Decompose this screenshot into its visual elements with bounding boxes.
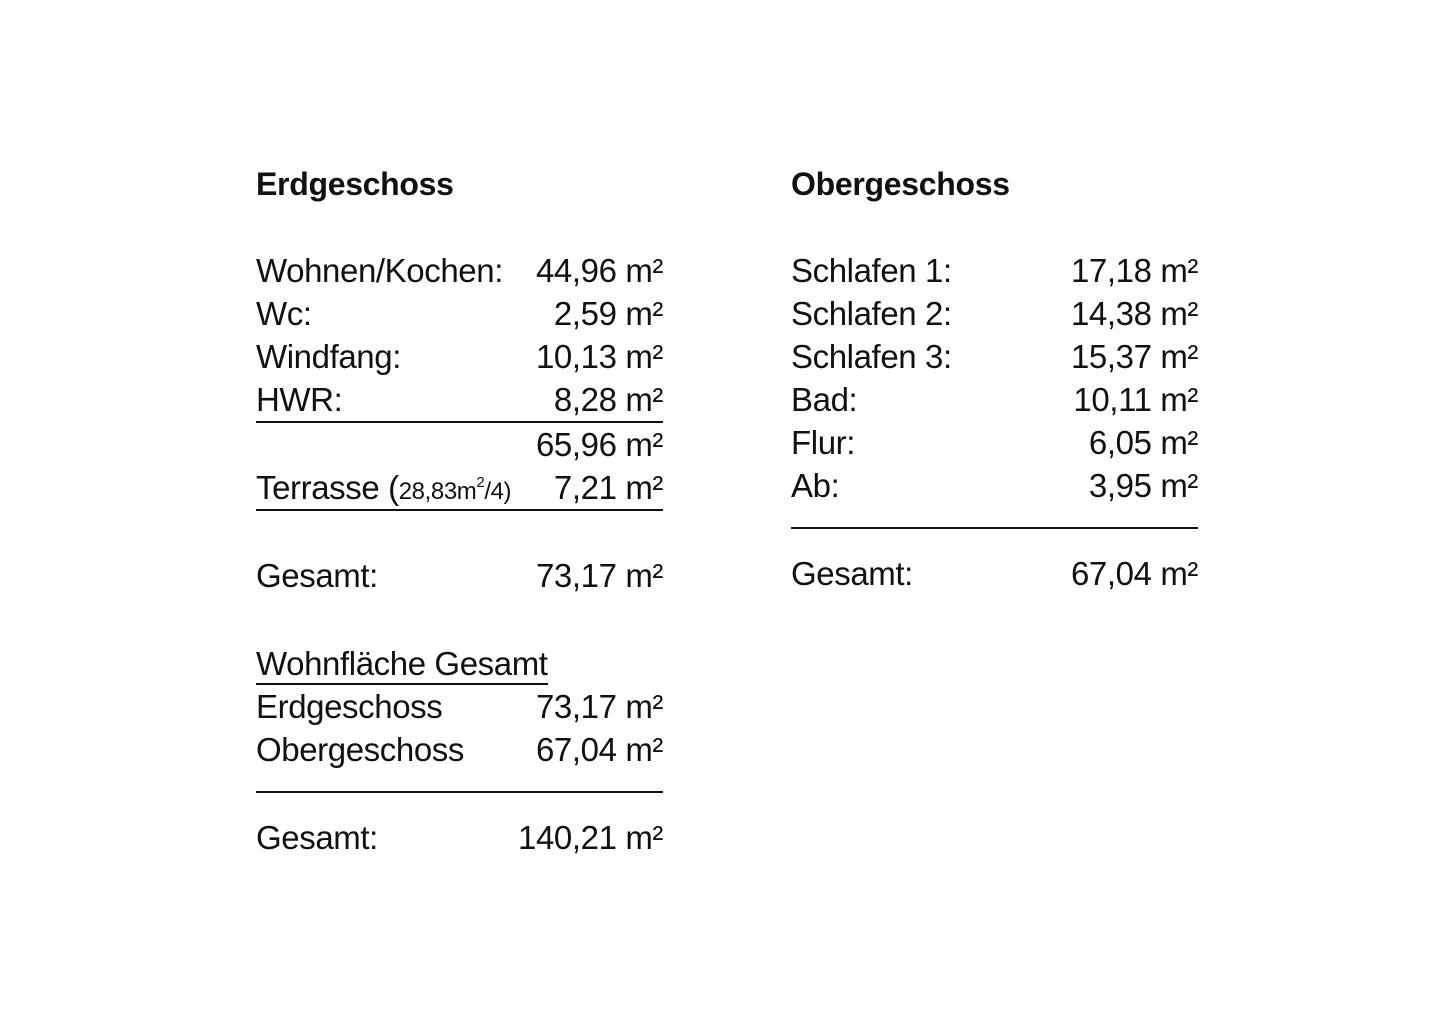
room-label: Bad: [791, 381, 858, 418]
room-label: Schlafen 3: [791, 338, 952, 375]
room-area: 14,38 m² [1070, 295, 1198, 332]
room-area: 44,96 m² [535, 252, 663, 289]
erdgeschoss-heading: Erdgeschoss [256, 166, 454, 202]
room-row-hwr [256, 378, 663, 423]
total-label: Gesamt: [256, 819, 378, 856]
terrasse-calc-divisor: /4) [484, 478, 512, 505]
wohnflaeche-heading: Wohnfläche Gesamt [256, 642, 548, 685]
room-label: Ab: [791, 467, 840, 504]
room-area: 15,37 m² [1070, 338, 1198, 375]
room-label: Wohnen/Kochen: [256, 252, 503, 289]
room-row-bad [791, 378, 1198, 421]
room-label: Schlafen 2: [791, 295, 952, 332]
terrasse-calc-exponent: 2 [476, 474, 485, 491]
wohnflaeche-total-row [256, 816, 663, 859]
terrasse-label [256, 466, 511, 516]
room-area: 17,18 m² [1070, 252, 1198, 289]
room-area: 3,95 m² [1088, 467, 1198, 504]
subtotal-area: 65,96 m² [535, 426, 663, 463]
total-area: 140,21 m² [518, 819, 663, 856]
erdgeschoss-subtotal-row [256, 423, 663, 466]
floor-area: 67,04 m² [535, 731, 663, 768]
room-label: Schlafen 1: [791, 252, 952, 289]
total-area: 73,17 m² [535, 557, 663, 594]
floor-label: Erdgeschoss [256, 688, 443, 725]
room-row-flur [791, 421, 1198, 464]
erdgeschoss-section [256, 164, 663, 859]
room-area: 10,13 m² [535, 338, 663, 375]
floor-label: Obergeschoss [256, 731, 464, 768]
room-label: Wc: [256, 295, 312, 332]
obergeschoss-section [791, 164, 1198, 595]
terrasse-row [256, 466, 663, 511]
room-row-wohnen-kochen [256, 249, 663, 292]
room-label: Flur: [791, 424, 856, 461]
room-row-schlafen-1 [791, 249, 1198, 292]
erdgeschoss-total-row [256, 554, 663, 597]
terrasse-calc [398, 474, 512, 505]
obergeschoss-heading: Obergeschoss [791, 166, 1010, 202]
terrasse-text: Terrasse ( [256, 469, 399, 506]
wohnflaeche-row-erdgeschoss [256, 685, 663, 728]
room-row-wc [256, 292, 663, 335]
obergeschoss-total-row [791, 552, 1198, 595]
room-area: 10,11 m² [1073, 381, 1198, 418]
wohnflaeche-section [256, 642, 663, 859]
room-area: 6,05 m² [1088, 424, 1198, 461]
room-row-windfang [256, 335, 663, 378]
total-label: Gesamt: [791, 555, 913, 592]
total-label: Gesamt: [256, 557, 378, 594]
room-area: 2,59 m² [553, 295, 663, 332]
room-row-schlafen-3 [791, 335, 1198, 378]
terrasse-calc-area: 28,83m [398, 478, 477, 505]
room-label: HWR: [256, 381, 343, 418]
room-row-schlafen-2 [791, 292, 1198, 335]
room-row-ab [791, 464, 1198, 507]
wohnflaeche-row-obergeschoss [256, 728, 663, 771]
room-area: 8,28 m² [553, 381, 663, 418]
terrasse-area: 7,21 m² [553, 469, 663, 506]
floor-area: 73,17 m² [535, 688, 663, 725]
total-area: 67,04 m² [1070, 555, 1198, 592]
room-label: Windfang: [256, 338, 401, 375]
